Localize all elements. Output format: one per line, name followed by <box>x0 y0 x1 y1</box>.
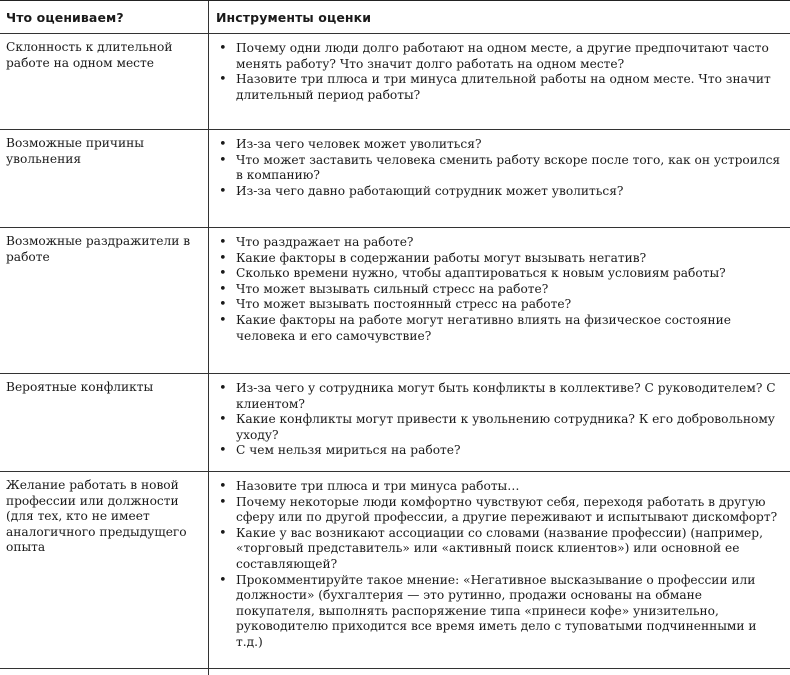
list-item: • Что может вызывать сильный стресс на работе? <box>216 282 784 298</box>
row-tools <box>209 130 790 227</box>
question-list <box>216 479 784 651</box>
header-criterion: Что оцениваем? <box>0 1 209 33</box>
table-row-continuation <box>0 669 790 675</box>
row-tools <box>209 228 790 373</box>
list-item: • Какие конфликты могут привести к увольнению сотрудника? К его добровольному уходу? <box>216 412 784 443</box>
question-list <box>216 235 784 344</box>
list-item: • Какие факторы на работе могут негативно влиять на физическое состояние человека и его самочувствие? <box>216 313 784 344</box>
list-item: • Назовите три плюса и три минуса длительной работы на одном месте. Что значит длительный период работы? <box>216 72 784 103</box>
list-item: • Почему некоторые люди комфортно чувствуют себя, переходя работать в другую сферу или по другой профессии, а другие переживают и испытывают дискомфорт? <box>216 495 784 526</box>
row-criterion: Возможные причины увольнения <box>0 130 209 227</box>
list-item: • С чем нельзя мириться на работе? <box>216 443 784 459</box>
row-criterion-empty <box>0 669 209 675</box>
table-row <box>0 34 790 130</box>
table-row <box>0 374 790 472</box>
list-item: • Из-за чего давно работающий сотрудник может уволиться? <box>216 184 784 200</box>
row-tools <box>209 34 790 129</box>
list-item: • Назовите три плюса и три минуса работы… <box>216 479 784 495</box>
row-tools <box>209 374 790 471</box>
question-list <box>216 137 784 199</box>
table-row <box>0 472 790 669</box>
table-header-row <box>0 1 790 34</box>
list-item: • Сколько времени нужно, чтобы адаптироваться к новым условиям работы? <box>216 266 784 282</box>
row-criterion: Склонность к длительной работе на одном месте <box>0 34 209 129</box>
row-criterion: Вероятные конфликты <box>0 374 209 471</box>
table-row <box>0 228 790 374</box>
list-item: • Какие факторы в содержании работы могут вызывать негатив? <box>216 251 784 267</box>
list-item: • Из-за чего человек может уволиться? <box>216 137 784 153</box>
list-item: • Какие у вас возникают ассоциации со словами (название профессии) (например, «торговый представитель» или «активный поиск клиентов») или основной ее составляющей? <box>216 526 784 573</box>
row-criterion: Возможные раздражители в работе <box>0 228 209 373</box>
list-item: • Что раздражает на работе? <box>216 235 784 251</box>
row-criterion: Желание работать в новой профессии или должности (для тех, кто не имеет аналогичного предыдущего опыта <box>0 472 209 668</box>
list-item: • Прокомментируйте такое мнение: «Негативное высказывание о профессии или должности» (бухгалтерия — это рутинно, продажи основаны на обмане покупателя, выполнять распоряжение типа «принеси кофе» унизительно, руководителю приходится все время иметь дело с туповатыми подчиненными и т.д.) <box>216 573 784 651</box>
table-row <box>0 130 790 228</box>
header-tools: Инструменты оценки <box>216 10 372 25</box>
list-item: • Почему одни люди долго работают на одном месте, а другие предпочитают часто менять работу? Что значит долго работать на одном месте? <box>216 41 784 72</box>
list-item: • Из-за чего у сотрудника могут быть конфликты в коллективе? С руководителем? С клиентом? <box>216 381 784 412</box>
list-item: • Что может заставить человека сменить работу вскоре после того, как он устроился в компанию? <box>216 153 784 184</box>
row-tools <box>209 472 790 668</box>
question-list <box>216 41 784 103</box>
question-list <box>216 381 784 459</box>
list-item: • Что может вызывать постоянный стресс на работе? <box>216 297 784 313</box>
